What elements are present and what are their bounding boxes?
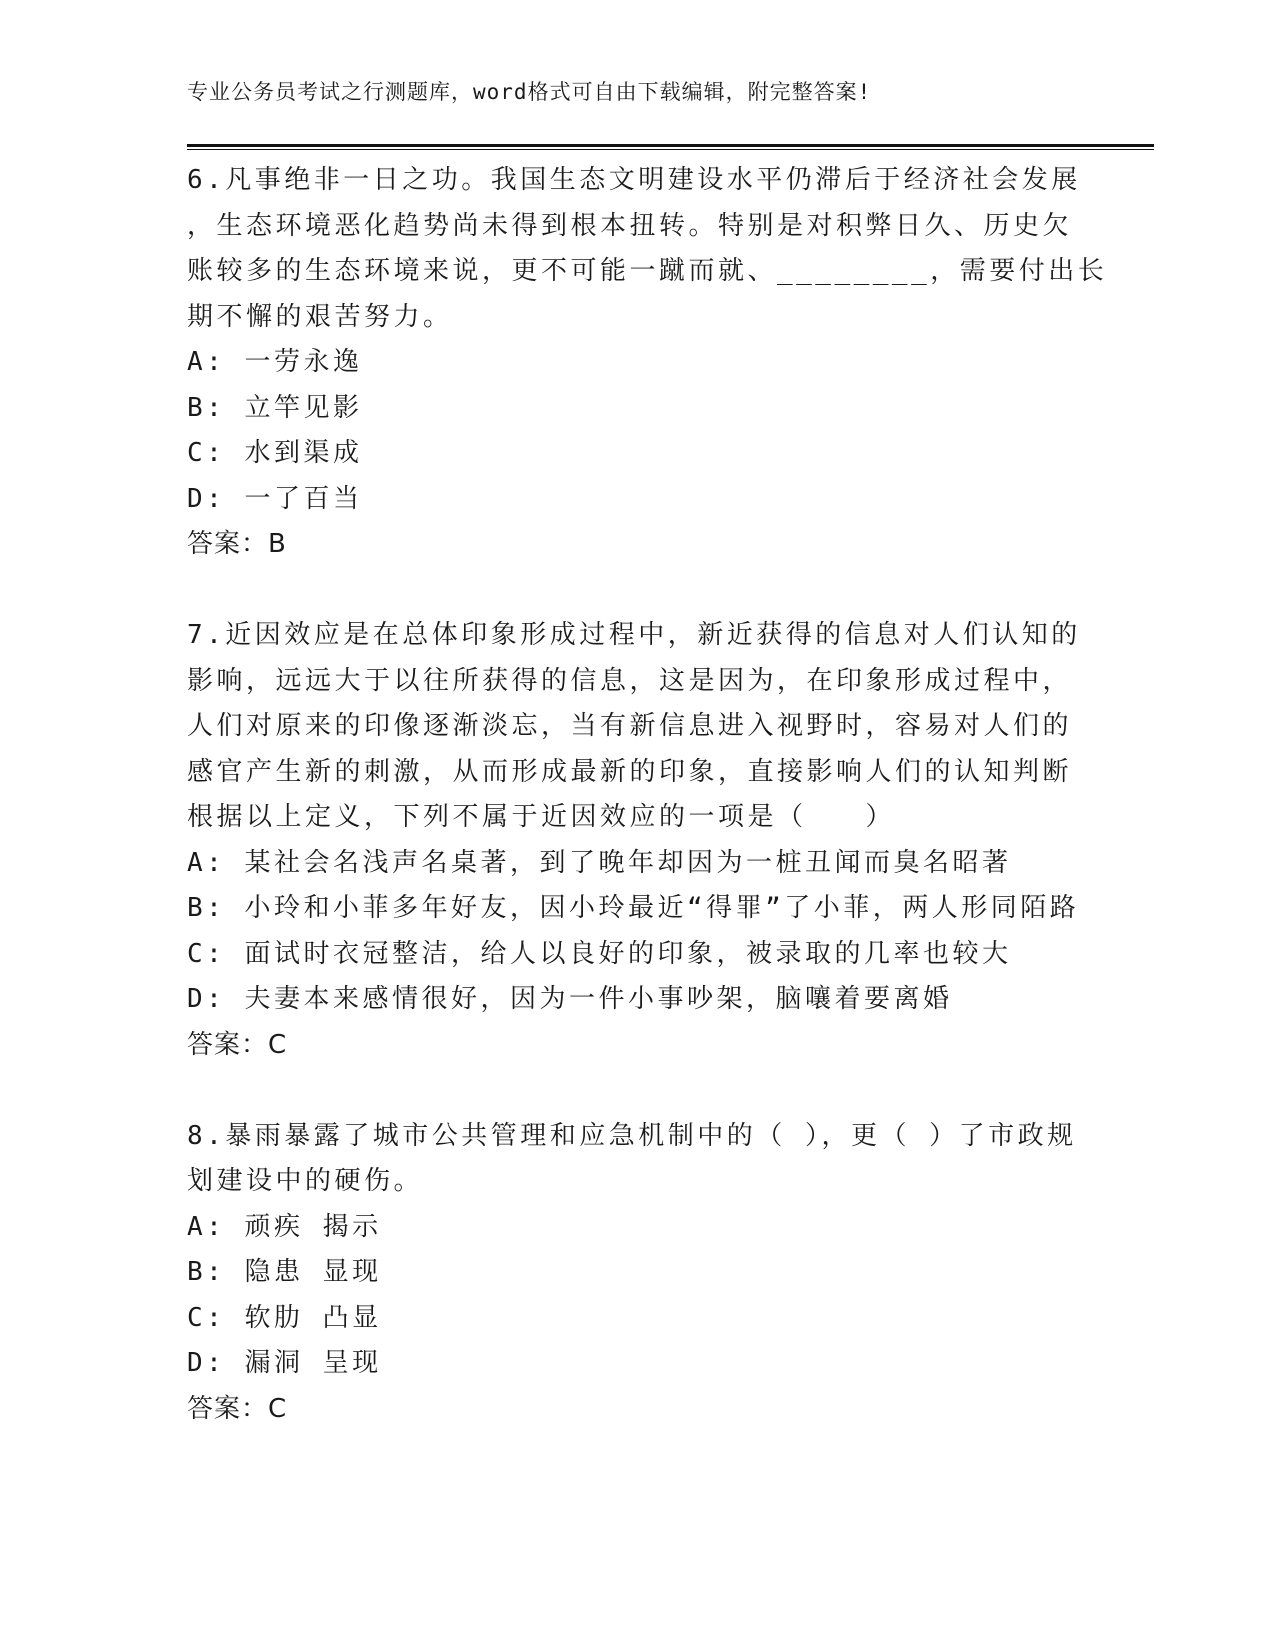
answer-label: 答案：B — [187, 529, 287, 559]
question-stem-line: 期不懈的艰苦努力。 — [187, 301, 453, 332]
option-b: B: 小玲和小菲多年好友，因小玲最近“得罪”了小菲，两人形同陌路 — [187, 893, 1080, 923]
answer-label: 答案：C — [187, 1393, 288, 1424]
option-b: B: 隐患 显现 — [187, 1257, 382, 1287]
option-a: A: 一劳永逸 — [187, 347, 363, 377]
question-spacer — [187, 1068, 1087, 1114]
question-stem-line: ，生态环境恶化趋势尚未得到根本扭转。特别是对积弊日久、历史欠 — [187, 210, 1073, 241]
question-stem-line: 根据以上定义，下列不属于近因效应的一项是（ ） — [187, 802, 896, 832]
option-c: C: 水到渠成 — [187, 438, 363, 468]
option-d: D: 一了百当 — [187, 483, 363, 514]
question-stem-line: 6.凡事绝非一日之功。我国生态文明建设水平仍滞后于经济社会发展 — [187, 165, 1081, 195]
question-6 — [187, 158, 1108, 568]
option-d: D: 夫妻本来感情很好，因为一件小事吵架，脑嚷着要离婚 — [187, 984, 953, 1014]
question-stem-line: 影响，远远大于以往所获得的信息，这是因为，在印象形成过程中， — [187, 665, 1073, 696]
question-stem-line: 人们对原来的印像逐渐淡忘，当有新信息进入视野时，容易对人们的 — [187, 711, 1073, 741]
option-c: C: 软肋 凸显 — [187, 1302, 382, 1333]
header-divider-thick — [187, 144, 1154, 147]
option-b: B: 立竿见影 — [187, 392, 363, 423]
option-d: D: 漏洞 呈现 — [187, 1348, 382, 1378]
option-c: C: 面试时衣冠整洁，给人以良好的印象，被录取的几率也较大 — [187, 938, 1012, 969]
option-a: A: 顽疾 揭示 — [187, 1211, 382, 1242]
option-a: A: 某社会名浅声名桌著，到了晚年却因为一桩丑闻而臭名昭著 — [187, 847, 1012, 878]
question-stem-line: 划建设中的硬伤。 — [187, 1166, 424, 1196]
question-spacer — [187, 568, 1087, 614]
question-stem-line: 感官产生新的刺激，从而形成最新的印象，直接影响人们的认知判断 — [187, 756, 1073, 787]
question-stem-line: 7.近因效应是在总体印象形成过程中，新近获得的信息对人们认知的 — [187, 620, 1081, 650]
answer-label: 答案：C — [187, 1029, 288, 1060]
question-stem-line: 账较多的生态环境来说，更不可能一蹴而就、________，需要付出长 — [187, 256, 1108, 286]
header-divider-thin — [187, 149, 1154, 150]
question-7 — [187, 613, 1087, 1068]
page-header: 专业公务员考试之行测题库，word格式可自由下载编辑，附完整答案! — [187, 80, 872, 104]
question-list — [187, 158, 1108, 1432]
question-stem-line: 8.暴雨暴露了城市公共管理和应急机制中的（ ），更（ ）了市政规 — [187, 1120, 1077, 1151]
question-8 — [187, 1114, 1087, 1433]
